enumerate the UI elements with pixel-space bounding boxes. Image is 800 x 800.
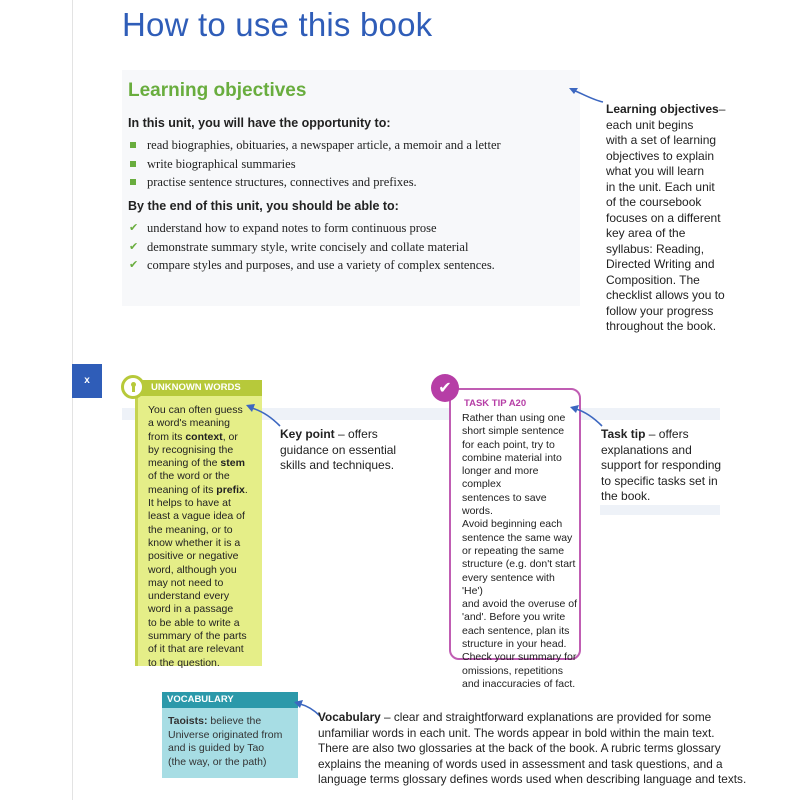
annotation-term: Key point (280, 427, 335, 441)
annotation-term: Vocabulary (318, 710, 381, 724)
unknown-words-text: You can often guess a word's meaning from its context, or by recognising the meaning of the stem of the word or the meaning of its prefix. It helps to have at least a vague idea of the meaning, or to know whether it is a positive or negative word, although you may not need to understand every word in a passage to be able to write a summary of the parts of it that are relevant to the question. (148, 404, 248, 669)
page-edge (72, 0, 73, 800)
task-tip-annotation: Task tip – offers explanations and support for responding to specific tasks set in the book. (601, 427, 722, 503)
outcome-item: ✔ understand how to expand notes to form continuous prose (128, 219, 495, 238)
learning-objectives-heading: Learning objectives (128, 80, 307, 101)
vocabulary-label: VOCABULARY (162, 692, 298, 708)
page-number-tab: x (72, 364, 102, 398)
unknown-words-label: UNKNOWN WORDS (135, 380, 262, 396)
objectives-intro: In this unit, you will have the opportunity to: (128, 116, 391, 130)
vocabulary-text: Taoists: believe the Universe originated from and is guided by Tao (the way, or the path) (168, 715, 283, 768)
task-tip-label: TASK TIP A20 (464, 398, 527, 409)
outcome-item: ✔ compare styles and purposes, and use a variety of complex sentences. (128, 256, 495, 275)
page-title: How to use this book (122, 6, 433, 43)
objective-item: practise sentence structures, connectives and prefixes. (128, 173, 501, 192)
vocabulary-annotation: Vocabulary – clear and straightforward explanations are provided for some unfamiliar words in each unit. The words appear in bold within the main text. There are also two glossaries at the back of the book. A rubric terms glossary explains the meaning of words used in assessment and task questions, and a language terms glossary defines words used when describing language and texts. (318, 710, 747, 786)
faded-sample-bar (600, 505, 720, 515)
outcome-item: ✔ demonstrate summary style, write concisely and collate material (128, 238, 495, 257)
checkmark-icon: ✔ (431, 374, 459, 402)
learning-objectives-annotation: Learning objectives– each unit begins with a set of learning objectives to explain what you will learn in the unit. Each unit of the coursebook focuses on a different key area of the syllabus: Reading, Directed Writing and Composition. The checklist allows you to follow your progress throughout the book. (606, 102, 726, 333)
task-tip-text: Rather than using one short simple sentence for each point, try to combine material into longer and more complex sentences to save words. Avoid beginning each sentence the same way or repeating the same structure (e.g. don't start every sentence with 'He') and avoid the overuse of 'and'. Before you write each sentence, plan its structure in your head. Check your summary for omissions, repetitions and inaccuracies of fact. (462, 412, 577, 690)
arrow-icon (566, 402, 606, 428)
arrow-icon (242, 400, 282, 428)
arrow-icon (565, 84, 605, 106)
key-point-annotation: Key point – offers guidance on essential skills and techniques. (280, 427, 397, 472)
keyhole-icon (121, 375, 145, 399)
objectives-list (128, 136, 501, 192)
annotation-term: Task tip (601, 427, 646, 441)
annotation-term: Learning objectives (606, 102, 719, 116)
objective-item: write biographical summaries (128, 155, 501, 174)
outcomes-list (128, 219, 495, 275)
outcomes-intro: By the end of this unit, you should be able to: (128, 199, 399, 213)
objective-item: read biographies, obituaries, a newspaper article, a memoir and a letter (128, 136, 501, 155)
